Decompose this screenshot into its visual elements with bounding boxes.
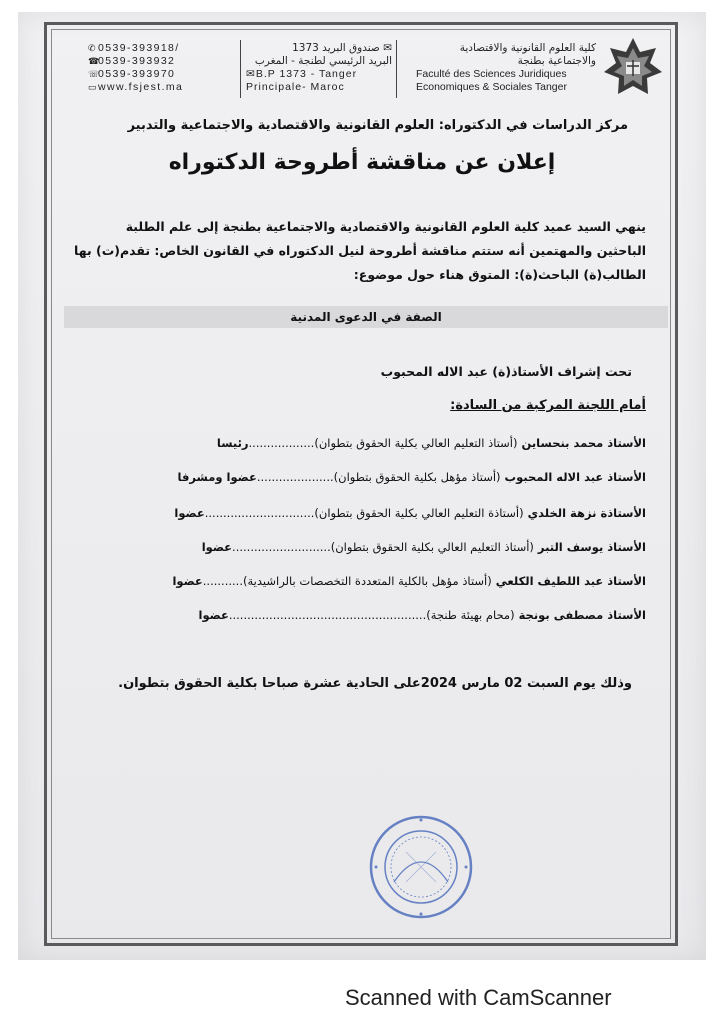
member-role: عضوا ومشرفا — [177, 470, 257, 484]
faculty-logo — [602, 36, 664, 98]
member-dots: ........... — [202, 574, 243, 588]
member-dots: .................. — [248, 436, 315, 450]
address-ar-2: البريد الرئيسي لطنجة - المغرب — [254, 55, 392, 67]
member-role: عضوا — [174, 506, 205, 520]
postal-address — [246, 42, 392, 94]
member-name: الأستاذ يوسف التبر — [537, 540, 646, 554]
phone-icon: ✆ — [88, 43, 97, 53]
intro-line-2: الباحثين والمهتمين أنه ستتم مناقشة أطروحة لنيل الدكتوراه في القانون الخاص: تقدم(ت) بها — [74, 243, 646, 258]
address-fr-1: ✉B.P 1373 - Tanger — [246, 68, 358, 80]
faculty-name-fr-2: Economiques & Sociales Tanger — [416, 81, 567, 93]
website-line: ▭www.fsjest.ma — [88, 81, 184, 93]
address-fr-2: Principale- Maroc — [246, 81, 345, 93]
faculty-name-ar-1: كلية العلوم القانونية والاقتصادية — [459, 42, 596, 54]
official-stamp — [366, 812, 476, 922]
member-dots: ...................................................... — [228, 608, 427, 622]
member-title: (أستاذة التعليم العالي بكلية الحقوق بتطوان) — [314, 506, 524, 520]
intro-line-1: ينهي السيد عميد كلية العلوم القانونية والاقتصادية والاجتماعية بطنجة إلى علم الطلبة — [125, 219, 646, 234]
faculty-name — [416, 42, 596, 94]
address-ar-1: ✉ صندوق البريد 1373 — [292, 42, 392, 54]
member-name: الأستاذة نزهة الخلدي — [527, 506, 646, 520]
fax-line: ☏0539-393970 — [88, 68, 176, 80]
supervision: تحت إشراف الأستاذ(ة) عبد الاله المحبوب — [380, 364, 632, 379]
member-title: (محام بهيئة طنجة) — [426, 608, 515, 622]
phone-line-2: ☎0539-393932 — [88, 55, 176, 67]
faculty-name-fr-1: Faculté des Sciences Juridiques — [416, 68, 567, 80]
committee-member — [76, 436, 646, 450]
divider — [240, 40, 241, 98]
phone-line-1: ✆0539-393918/ — [88, 42, 180, 54]
page-title: إعلان عن مناقشة أطروحة الدكتوراه — [168, 150, 556, 175]
web-icon: ▭ — [88, 82, 98, 92]
member-dots: ........................... — [232, 540, 331, 554]
member-name: الأستاذ مصطفى بونجة — [518, 608, 646, 622]
member-role: عضوا — [172, 574, 203, 588]
date-location: وذلك يوم السبت 02 مارس 2024على الحادية عشرة صباحا بكلية الحقوق بتطوان. — [118, 676, 632, 691]
fax-icon: ☏ — [88, 69, 101, 79]
thesis-subject: الصفة في الدعوى المدنية — [290, 310, 442, 324]
member-title: (أستاذ التعليم العالي بكلية الحقوق بتطوان) — [330, 540, 534, 554]
contact-info — [88, 42, 238, 94]
committee-member — [76, 506, 646, 520]
committee-member — [76, 574, 646, 588]
member-dots: .............................. — [204, 506, 315, 520]
letterhead — [60, 36, 664, 108]
member-role: عضوا — [198, 608, 229, 622]
committee-member — [76, 608, 646, 622]
member-title: (أستاذ التعليم العالي بكلية الحقوق بتطوان) — [314, 436, 518, 450]
member-name: الأستاذ عبد الاله المحبوب — [504, 470, 646, 484]
member-role: رئيسا — [216, 436, 249, 450]
scanner-watermark: Scanned with CamScanner — [345, 985, 612, 1010]
member-name: الأستاذ عبد اللطيف الكلعي — [495, 574, 646, 588]
mail-icon: ✉ — [246, 68, 256, 80]
member-title: (أستاذ مؤهل بكلية الحقوق بتطوان) — [333, 470, 501, 484]
member-name: الأستاذ محمد بنحساين — [521, 436, 646, 450]
member-dots: ..................... — [256, 470, 334, 484]
member-role: عضوا — [201, 540, 233, 554]
committee-member — [76, 540, 646, 554]
faculty-name-ar-2: والاجتماعية بطنجة — [517, 55, 596, 67]
committee-member — [76, 470, 646, 484]
doctoral-center: مركز الدراسات في الدكتوراه: العلوم القانونية والاقتصادية والاجتماعية والتدبير — [127, 118, 628, 133]
divider — [396, 40, 397, 98]
intro-line-3: الطالب(ة) الباحث(ة): المتوق هناء حول موضوع: — [353, 267, 646, 282]
committee-heading: أمام اللجنة المركبة من السادة: — [450, 398, 646, 413]
mail-icon: ✉ — [379, 42, 392, 54]
member-title: (أستاذ مؤهل بالكلية المتعددة التخصصات بالراشيدية) — [243, 574, 492, 588]
phone-icon: ☎ — [88, 56, 101, 66]
